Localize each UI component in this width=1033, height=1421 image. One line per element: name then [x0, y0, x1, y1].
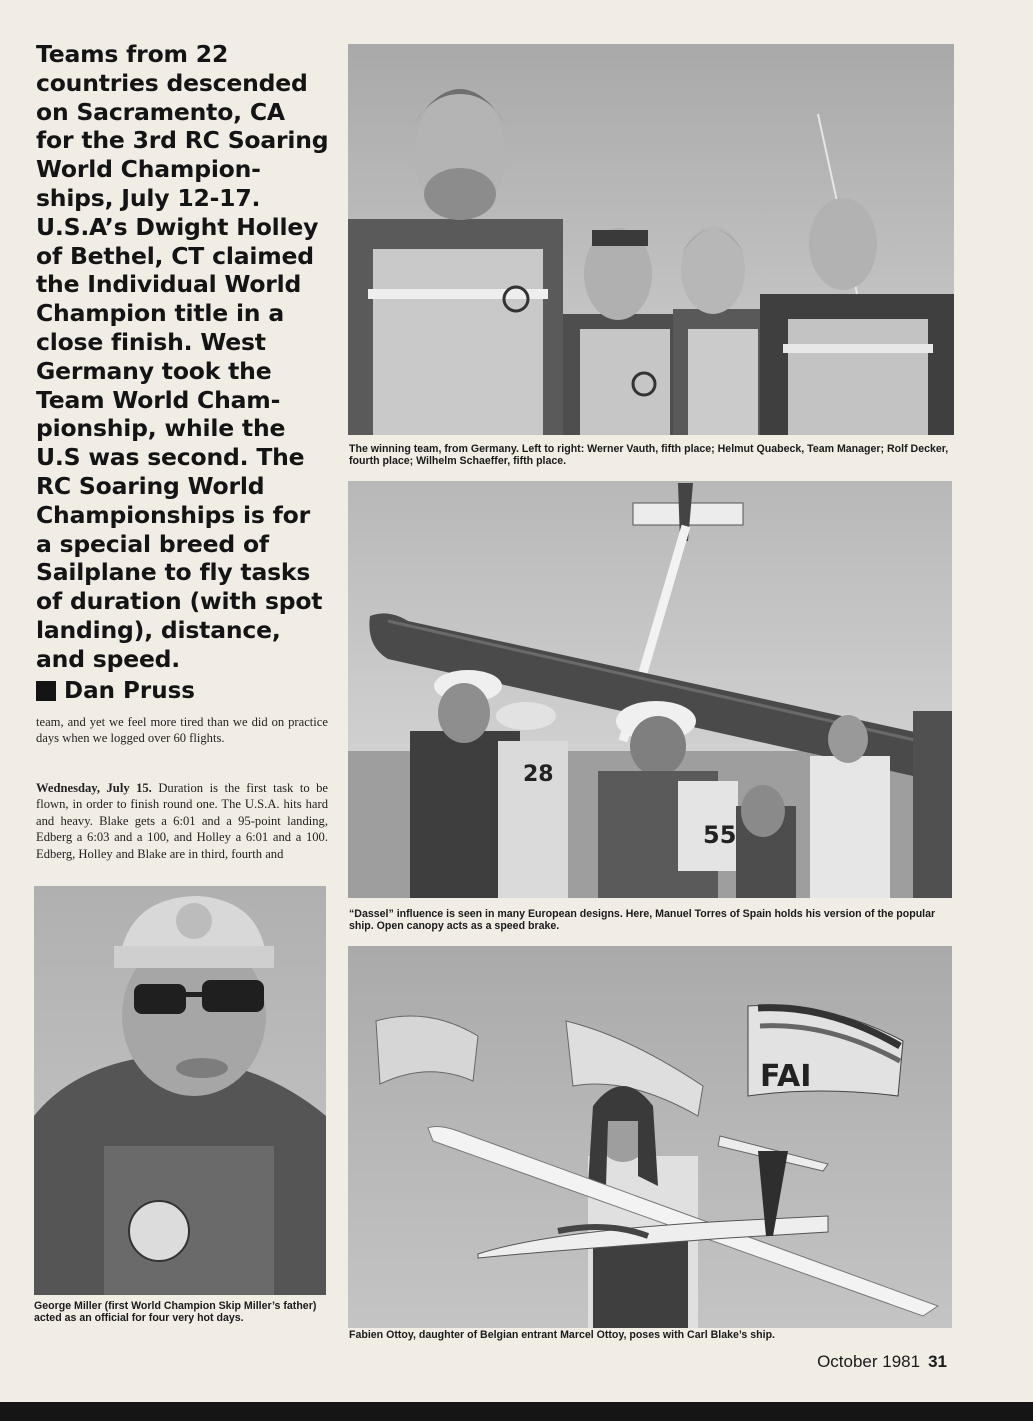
dassel-photo [348, 481, 952, 898]
scan-bottom-border [0, 1402, 1033, 1421]
team-photo-image [348, 44, 954, 435]
intro-deck: Teams from 22 countries descended on Sacramento, CA for the 3rd RC Soaring World Champion- ships, July 12-17. U.S.A’s Dwight Holley of Bethel, CT claimed the Individual World Champion title in a close finish. West Germany took the Team World Cham- pionship, while the U.S was second. The RC Soaring World Championships is for a special breed of Sailplane to fly tasks of duration (with spot landing), distance, and speed. [36, 40, 329, 673]
date-lead: Wednesday, July 15. [36, 781, 152, 795]
miller-caption: George Miller (first World Champion Skip Miller’s father) acted as an official for four very hot days. [34, 1300, 317, 1325]
body-paragraph-2 [36, 780, 328, 862]
body-paragraph-2-text: Duration is the first task to be flown, in order to finish round one. The U.S.A. hits hard and heavy. Blake gets a 6:01 and a 95-point landing, Edberg a 6:03 and a 100, and Holley a 6:01 and a 100. Edberg, Holley and Blake are in third, fourth and [36, 781, 328, 861]
body-paragraph-1: team, and yet we feel more tired than we did on practice days when we logged over 60 flights. [36, 715, 328, 746]
author-name: Dan Pruss [64, 678, 195, 704]
byline-square-icon [36, 681, 56, 701]
dassel-photo-image [348, 481, 952, 898]
ottoy-photo [348, 946, 952, 1328]
issue-date: October 1981 [817, 1352, 921, 1371]
team-caption: The winning team, from Germany. Left to right: Werner Vauth, fifth place; Helmut Quabeck, Team Manager; Rolf Decker, fourth place; Wilhelm Schaeffer, fifth place. [349, 443, 949, 468]
ottoy-photo-image [348, 946, 952, 1328]
miller-photo-image [34, 886, 326, 1295]
dassel-caption: “Dassel” influence is seen in many European designs. Here, Manuel Torres of Spain holds his version of the popular ship. Open canopy acts as a speed brake. [349, 908, 936, 933]
byline [36, 678, 195, 704]
ottoy-caption: Fabien Ottoy, daughter of Belgian entrant Marcel Ottoy, poses with Carl Blake’s ship. [349, 1329, 775, 1341]
team-photo [348, 44, 954, 435]
page-footer [817, 1352, 947, 1372]
bib-number-28: 28 [523, 762, 554, 787]
page-number: 31 [928, 1352, 947, 1371]
bib-number-55: 55 [703, 821, 737, 849]
fai-flag-text: FAI [760, 1059, 812, 1094]
miller-photo [34, 886, 326, 1295]
